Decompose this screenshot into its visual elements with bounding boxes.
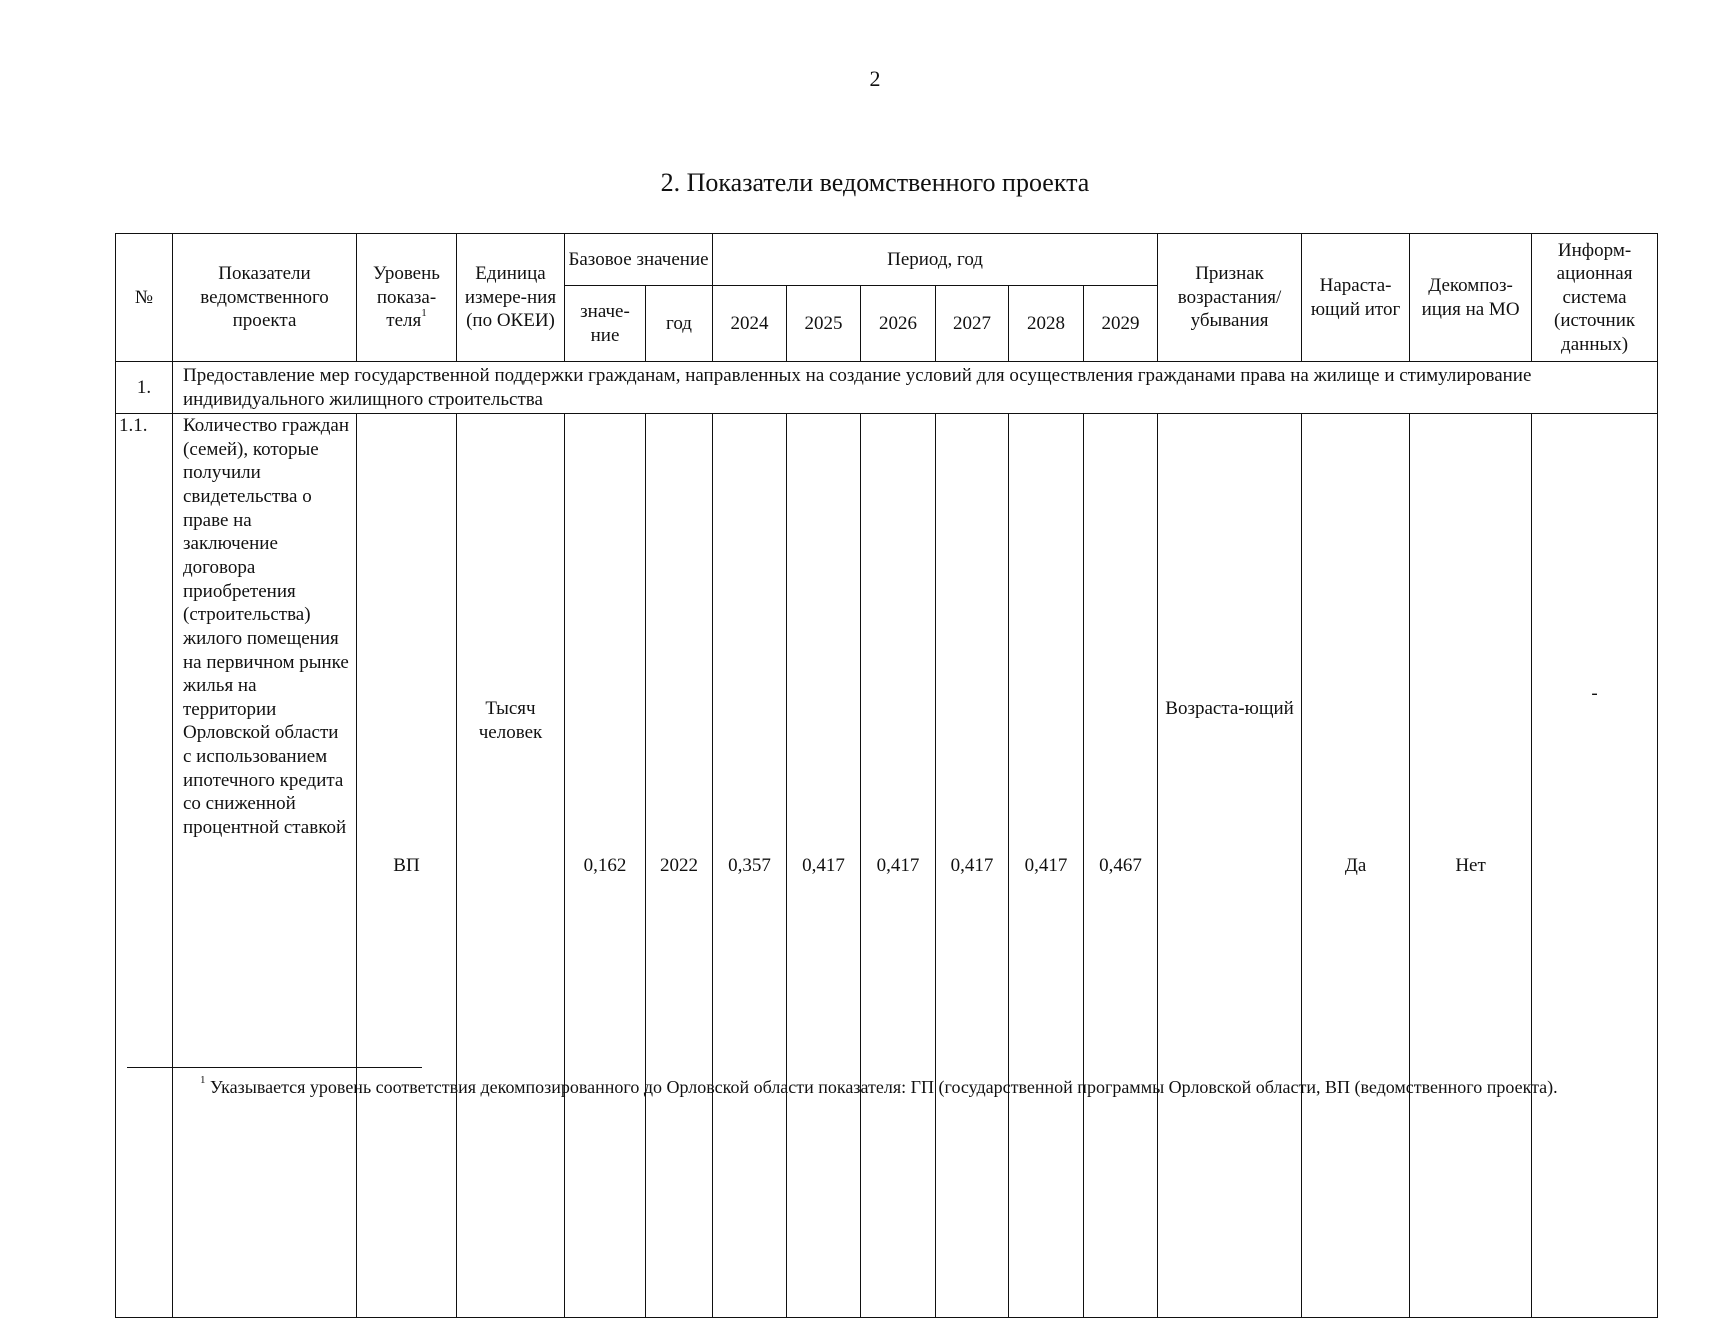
row-base-value: 0,162 bbox=[565, 414, 646, 1318]
header-unit: Единица измере-ния (по ОКЕИ) bbox=[457, 234, 565, 362]
page-number: 2 bbox=[869, 66, 881, 91]
header-year-2024: 2024 bbox=[713, 286, 787, 362]
header-year-2026: 2026 bbox=[861, 286, 936, 362]
row-value-2027: 0,417 bbox=[936, 414, 1009, 1318]
row-value-2026: 0,417 bbox=[861, 414, 936, 1318]
row-level: ВП bbox=[357, 414, 457, 1318]
row-value-2024: 0,357 bbox=[713, 414, 787, 1318]
header-num: № bbox=[116, 234, 173, 362]
footnote bbox=[124, 1076, 1644, 1100]
footnote-mark: 1 bbox=[421, 307, 427, 320]
header-info-system: Информ-ационная система (источник данных) bbox=[1532, 234, 1658, 362]
row-info-system: - bbox=[1532, 414, 1658, 1318]
row-unit: Тысяч человек bbox=[457, 414, 565, 1318]
header-level bbox=[357, 234, 457, 362]
header-trend: Признак возрастания/ убывания bbox=[1158, 234, 1302, 362]
section-title: 2. Показатели ведомственного проекта bbox=[660, 168, 1090, 197]
header-year-2025: 2025 bbox=[787, 286, 861, 362]
row-trend: Возраста-ющий bbox=[1158, 414, 1302, 1318]
row-value-2029: 0,467 bbox=[1084, 414, 1158, 1318]
header-base-year: год bbox=[646, 286, 713, 362]
header-base: Базовое значение bbox=[565, 234, 713, 286]
row-value-2028: 0,417 bbox=[1009, 414, 1084, 1318]
row-indicator-name: Количество граждан (семей), которые получили свидетельства о праве на заключение договора приобретения (строительства) жилого помещения на первичном рынке жилья на территории Орловской области с использованием ипотечного кредита со сниженной процентной ставкой bbox=[173, 414, 357, 1318]
header-period: Период, год bbox=[713, 234, 1158, 286]
row-value-2025: 0,417 bbox=[787, 414, 861, 1318]
header-level-label: Уровень показа-теля bbox=[373, 263, 440, 332]
table-row-group bbox=[116, 362, 1658, 414]
header-decomposition: Декомпоз-иция на МО bbox=[1410, 234, 1532, 362]
footnote-divider bbox=[127, 1067, 422, 1068]
indicators-table bbox=[115, 233, 1658, 1318]
row-cumulative: Да bbox=[1302, 414, 1410, 1318]
row-decomposition: Нет bbox=[1410, 414, 1532, 1318]
header-year-2029: 2029 bbox=[1084, 286, 1158, 362]
footnote-number: 1 bbox=[200, 1074, 206, 1086]
group-title: Предоставление мер государственной поддержки гражданам, направленных на создание условий для осуществления гражданами права на жилище и стимулирование индивидуального жилищного строительства bbox=[173, 362, 1658, 414]
header-indicator: Показатели ведомственного проекта bbox=[173, 234, 357, 362]
group-number: 1. bbox=[116, 362, 173, 414]
header-base-value: значе-ние bbox=[565, 286, 646, 362]
header-year-2027: 2027 bbox=[936, 286, 1009, 362]
header-cumulative: Нараста-ющий итог bbox=[1302, 234, 1410, 362]
header-year-2028: 2028 bbox=[1009, 286, 1084, 362]
table-row bbox=[116, 414, 1658, 1318]
footnote-text: Указывается уровень соответствия декомпозированного до Орловской области показателя: ГП (государственной программы Орловской области, ВП (ведомственного проекта). bbox=[210, 1077, 1558, 1097]
row-base-year: 2022 bbox=[646, 414, 713, 1318]
row-number: 1.1. bbox=[116, 414, 173, 1318]
